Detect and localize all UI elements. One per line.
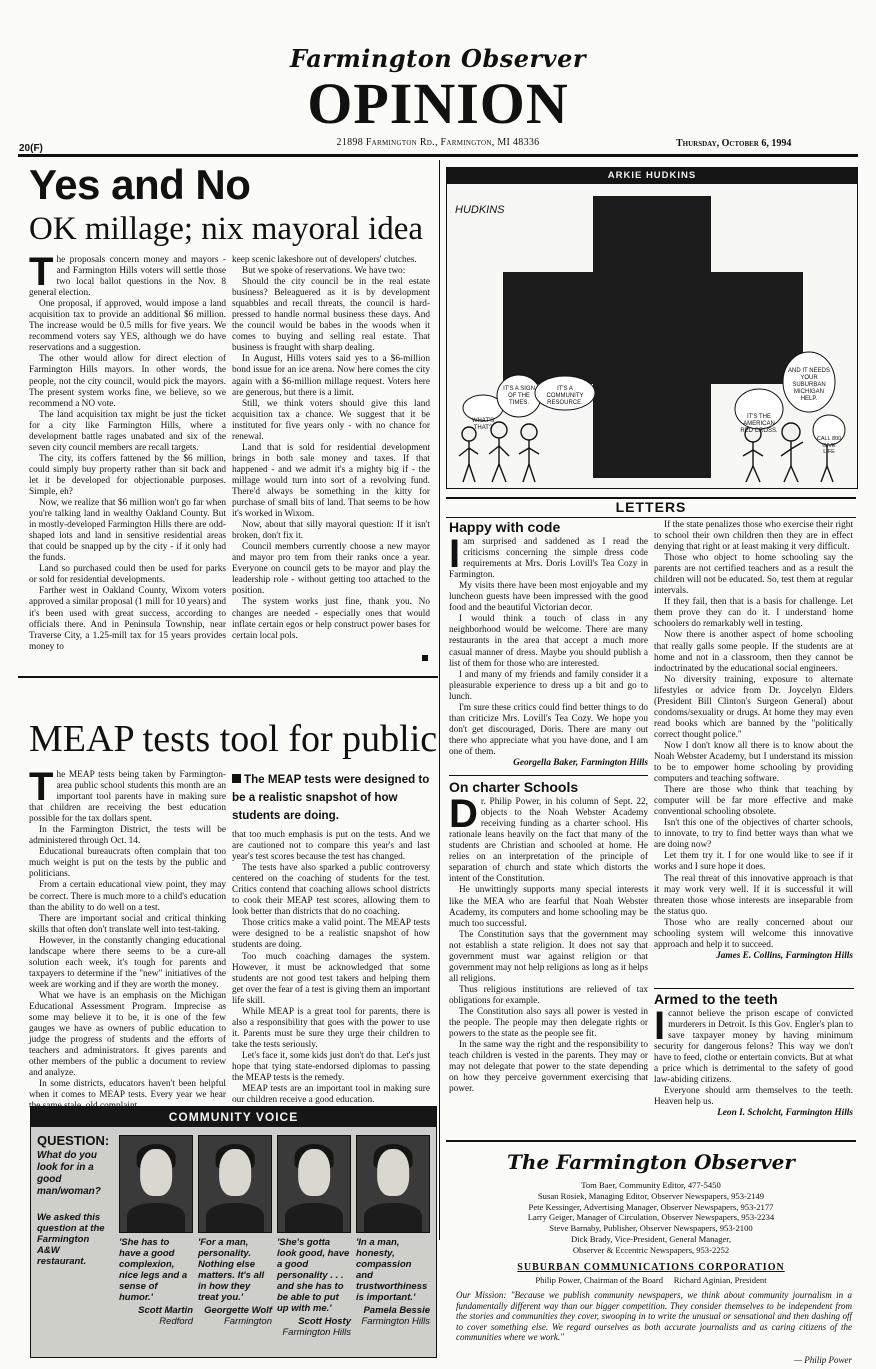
paragraph: Those who are really concerned about our schooling system will welcome this innovative approach and help it to succeed. — [654, 917, 853, 950]
paragraph: Let's face it, some kids just don't do that. Let's just hope that tying state-endorsed diplomas to passing the MEAP tests is the remedy. — [232, 1050, 430, 1084]
drop-cap: T — [29, 765, 54, 809]
paragraph: keep scenic lakeshore out of developers' clutches. — [232, 255, 417, 265]
editorial2-headline: MEAP tests tool for public — [29, 718, 438, 760]
paragraph: From a certain educational view point, they may be correct. There is much more to a child's education than the ability to do well on a test. — [29, 880, 226, 913]
editorial-headline: OK millage; nix mayoral idea — [29, 211, 424, 247]
mission-signature: — Philip Power — [794, 1355, 852, 1365]
letters-banner: LETTERS — [615, 499, 687, 515]
letters-column-2 — [654, 520, 853, 985]
portrait-2 — [198, 1135, 272, 1233]
paragraph: If the state penalizes those who exercise their right to school their own children then they are in effect denying that right or at least making it very difficult. — [654, 520, 853, 553]
portrait-1 — [119, 1135, 193, 1233]
paragraph: am surprised and saddened as I read the criticisms concerning the simple dress code requirements at Mrs. Doris Lovill's Tea Cozy in Farmington. — [449, 537, 648, 581]
portrait-4 — [356, 1135, 430, 1233]
paragraph: However, in the constantly changing educational landscape where there seems to be a cure-all solution each week, it's tough for parents and taxpayers to determine if the "new" initiatives of the week are working and if they are worth the money. — [29, 935, 226, 990]
answer-quote: 'She has to have a good complexion, nice legs and a sense of humor.' — [119, 1237, 188, 1303]
paragraph: Educational bureaucrats often complain that too much weight is put on the tests by the public and politicians. — [29, 847, 226, 880]
bubble-text: IT'S A SIGN OF THE TIMES. — [503, 386, 535, 406]
paragraph: Still, we think voters should give this land acquisition tax a chance. We suggest that it be instituted for five years only - with no chance for renewal. — [232, 398, 430, 442]
bubble-text: CALL 800 GIVE LIFE — [816, 436, 842, 455]
mission-statement: Our Mission: "Because we publish community newspapers, we think about community journalism in a fundamentally different way than our bigger competition. They consider themselves to be independent from the stories and communities they cover, swooping in to write the unusual or sensational and then dashing off to cover something else. We regard ourselves as both accurate journalists and as caring citizens of the communities where we work." — [456, 1290, 852, 1343]
answer-town: Farmington Hills — [361, 1316, 430, 1327]
paragraph: The system works just fine, thank you. No changes are needed - especially ones that would inflate certain egos or help construct power bases for certain local pols. — [232, 597, 430, 641]
editorial2-column-2 — [232, 830, 430, 1106]
paragraph: The Constitution says that the government may not establish a state religion. It does not say that government must war against religion or that government may not help religions as long as it helps all religions. — [449, 929, 648, 984]
answer-2 — [198, 1237, 272, 1327]
letters-column-2b — [654, 992, 853, 1132]
staff-box-rule — [446, 1140, 856, 1142]
paragraph: While MEAP is a great tool for parents, there is also a responsibility that goes with the power to use it. Parents must be sure they urge their children to take the tests seriously. — [232, 1006, 430, 1050]
bubble-text: WHAT'S THAT? — [471, 418, 495, 431]
portrait-3 — [277, 1135, 351, 1233]
answer-name: Scott Hosty — [298, 1316, 351, 1327]
answer-1 — [119, 1237, 193, 1327]
paragraph: I'm sure these critics could find better things to do than criticize Mrs. Lovill's Tea Cozy. We hope you don't get discouraged, Doris. There are many out there who appreciate what you have done, and I am one of them. — [449, 702, 648, 757]
staff-line: Susan Rosiek, Managing Editor, Observer Newspapers, 953-2149 — [537, 1190, 765, 1201]
paragraph: There are those who think that teaching by computer will be far more effective and make conventional schooling obsolete. — [654, 785, 853, 818]
letter-title: Happy with code — [449, 519, 561, 535]
paragraph: The Constitution also says all power is vested in the people. The people may then delegate rights or powers to the state as the people see fit. — [449, 1006, 648, 1040]
answer-quote: 'In a man, honesty, compassion and trustworthiness is important.' — [356, 1237, 428, 1303]
letter-divider — [449, 775, 648, 776]
figure-right-2 — [781, 423, 803, 482]
paragraph: Now, about that silly mayoral question: If it isn't broken, don't fix it. — [232, 520, 430, 542]
masthead-date: Thursday, October 6, 1994 — [676, 138, 792, 149]
masthead-address: 21898 Farmington Rd., Farmington, MI 48336 — [336, 137, 540, 148]
paragraph: But we spoke of reservations. We have two: — [242, 266, 406, 277]
bubble-text: IT'S A COMMUNITY RESOURCE. — [546, 386, 584, 406]
paragraph: One proposal, if approved, would impose a land acquisition tax to provide an additional $6 million. The increase would be 0.5 mills for five years. We recommend voters say YES, although we do have reservations and a suggestion. — [29, 299, 226, 354]
masthead-rule — [18, 154, 858, 157]
paper-name: Farmington Observer — [289, 44, 587, 73]
paragraph: In some districts, educators haven't been helpful when it comes to MEAP tests. Every year we hear — [29, 1079, 226, 1101]
answer-town: Farmington — [223, 1316, 272, 1327]
drop-cap: I — [654, 1004, 666, 1049]
bubble-text: IT'S THE AMERICAN RED CROSS. — [740, 414, 778, 434]
answer-name: Pamela Bessie — [363, 1305, 430, 1316]
answer-3 — [277, 1237, 351, 1338]
question-label: QUESTION: — [37, 1133, 110, 1148]
paragraph: In the Farmington District, the tests will be administered through Oct. 14. — [29, 825, 226, 847]
corp-officers: Philip Power, Chairman of the Board Richard Aginian, President — [535, 1275, 767, 1285]
figure-left-1 — [459, 427, 478, 482]
letter-title: Armed to the teeth — [654, 991, 778, 1007]
drop-cap: D — [449, 792, 478, 837]
answer-name: Scott Martin — [138, 1305, 193, 1316]
pullquote — [232, 770, 432, 824]
cartoon-artist-banner: ARKIE HUDKINS — [447, 168, 857, 184]
page-number: 20(F) — [19, 143, 43, 154]
staff-line: Observer & Eccentric Newspapers, 953-2252 — [572, 1244, 730, 1255]
cartoon-box — [446, 167, 858, 489]
paragraph: The land acquisition tax might be just the ticket for a city like Farmington Hills, where a development battle rages unabated and six of the seven city council members are recall targets. — [29, 409, 226, 453]
end-mark — [422, 655, 428, 661]
pullquote-text: The MEAP tests were designed to be a realistic snapshot of how students are doing. — [232, 773, 430, 822]
letters-column-1 — [449, 520, 648, 1242]
figure-left-3 — [519, 424, 539, 482]
paragraph: Now I don't know all there is to know about the Noah Webster Academy, but I understand its mission to be to empower home schooling by providing computers and teaching software. — [654, 740, 853, 785]
paragraph: Now there is another aspect of home schooling that really galls some people. If the students are at home and not in a classroom, then they cannot be indoctrinated by the educational social engineers. — [654, 630, 853, 674]
paragraph: There are important social and critical thinking skills that often don't translate well into test-taking. — [29, 913, 226, 935]
letter-signature: Leon I. Scholcht, Farmington Hills — [717, 1108, 853, 1119]
staff-box-paper-name: The Farmington Observer — [507, 1150, 795, 1174]
paragraph: I would think a touch of class in any neighborhood would be welcome. There are many restaurants in the area that accept a much more casual manner of dress. Maybe you should publish a list of them for those who are interested. — [449, 614, 648, 669]
paragraph: No diversity training, exposure to alternate lifestyles or advice from Dr. Joycelyn Elders (President Bill Clinton's Surgeon General) about condoms/sexuality or drugs. At home they may even read books which are banned by the "politically correct thought police." — [654, 674, 853, 740]
paragraph: Now, we realize that $6 million won't go far when you're talking land in wealthy Oakland County. But in mostly-developed Farmington Hills there are odd-shaped lots and land in sensitive residential areas that could be snapped up by the city - if it only had the funds. — [29, 498, 226, 564]
editorial1-column-2 — [232, 255, 430, 664]
paragraph: In August, Hills voters said yes to a $6-million bond issue for an ice arena. Now here comes the city again with a $6-million millage request. Voters here are generous, but there is a limit. — [232, 354, 430, 398]
paragraph: The tests have also sparked a public controversy centered on the coaching of students for the test. Critics contend that coaching allows school districts to cook their MEAP test scores, allowing them to look better than districts that do no coaching. — [232, 863, 430, 918]
paragraph: Those who object to home schooling say the parents are not certified teachers and as a result the children will not be educated. So, test them at regular intervals. — [654, 553, 853, 597]
answer-name: Georgette Wolf — [204, 1305, 272, 1316]
paragraph: I and many of my friends and family consider it a pleasurable experience to dress up a bit and go to lunch. — [449, 669, 648, 702]
staff-line: Larry Geiger, Manager of Circulation, Observer Newspapers, 953-2234 — [527, 1212, 775, 1223]
question-panel — [37, 1133, 109, 1349]
paragraph: The other would allow for direct election of Farmington Hills mayors. In other words, the people, not the city council, would pick the mayors. The present system works fine, we believe, so we recommend a NO vote. — [29, 354, 226, 409]
letter-signature: James E. Collins, Farmington Hills — [716, 950, 853, 961]
letter-divider — [654, 988, 854, 989]
question-text: What do you look for in a good man/woman? — [37, 1150, 101, 1197]
paragraph: Should the city council be in the real estate business? Beleaguered as it is by development squabbles and recall threats, the council is hard-pressed to handle normal business these days. And the council would be babes in the woods when it comes to buying and selling real estate. That business is fraught with sharp dealing. — [232, 277, 430, 354]
paragraph: He unwittingly supports many special interests like the MEA who are fearful that Noah Webster Academy, its computers and home schooling may be much too successful. — [449, 885, 648, 929]
cross-horizontal — [503, 272, 803, 384]
section-divider — [18, 676, 438, 678]
editorial1-column-1 — [29, 250, 226, 664]
editorial-kicker: Yes and No — [29, 161, 251, 208]
answer-town: Redford — [159, 1316, 193, 1327]
staff-list — [446, 1180, 856, 1256]
community-voice-box — [30, 1106, 437, 1358]
community-voice-banner: COMMUNITY VOICE — [31, 1107, 436, 1127]
paragraph: he MEAP tests being taken by Farmington-area public school students this month are an important tool parents have in making sure that children are receiving the best education possible for the tax dollars spent. — [29, 770, 226, 825]
paragraph: Land so purchased could then be used for parks or sold for residential developments. — [29, 564, 226, 586]
column-divider — [439, 160, 440, 1240]
staff-line: Tom Baer, Community Editor, 477-5450 — [581, 1180, 721, 1190]
paragraph: Those critics make a valid point. The MEAP tests were designed to be a realistic snapshot of how students are doing. — [232, 918, 430, 951]
answer-town: Farmington Hills — [282, 1327, 351, 1338]
editorial2-column-1 — [29, 765, 226, 1101]
bubble-text: AND IT NEEDS YOUR SUBURBAN MICHIGAN HELP. — [788, 368, 830, 402]
paragraph: Isn't this one of the objectives of charter schools, to innovate, to try to find better ways than what we are doing now? — [654, 818, 853, 851]
paragraph: that too much emphasis is put on the tests. And we are cautioned not to compare this year's and last year's test scores because the test has changed. — [232, 830, 430, 863]
answer-4 — [356, 1237, 430, 1327]
paragraph: My visits there have been most enjoyable and my luncheon guests have been impressed with the good food and the beautiful Victorian decor. — [449, 581, 648, 614]
answer-quote: 'She's gotta look good, have a good personality . . . and she has to be able to put up with me.' — [277, 1237, 350, 1314]
pullquote-square-icon — [232, 774, 241, 783]
paragraph: MEAP tests are an important tool in making sure our children receive a good education. — [232, 1084, 430, 1106]
paragraph: Land that is sold for residential development brings in both sale money and taxes. If that happened - and we admit it's a mighty big if - the millage would turn into sort of a revolving fund. There'd always be something in the kitty for purchase of small bits of land. That seems to be how it's worked in Wixom. — [232, 442, 430, 520]
paragraph: In the same way the right and the responsibility to teach children is vested in the parents. They may or may not delegate that power to the state depending on how they perceive government exercising that power. — [449, 1040, 648, 1095]
location-note: We asked this question at the Farmington A&W restaurant. — [37, 1212, 105, 1267]
staff-line: Steve Barnaby, Publisher, Observer Newspapers, 953-2100 — [549, 1223, 753, 1234]
paragraph: Let them try it. I for one would like to see if it works and I sure hope it does. — [654, 851, 853, 873]
letters-rule — [446, 517, 856, 518]
letter-signature: Georgella Baker, Farmington Hills — [513, 757, 648, 768]
paragraph: The real threat of this innovative approach is that it may work very well. If it is successful it will threaten those whose interests are inseparable from the status quo. — [654, 873, 853, 917]
drop-cap: I — [449, 532, 461, 577]
staff-line: Pete Kessinger, Advertising Manager, Observer Newspapers, 953-2177 — [528, 1201, 774, 1212]
paragraph: Farther west in Oakland County, Wixom voters approved a similar proposal (1 mill for 10 years) and it's been used with great success, according to officials there. And in Peninsula Township, near Traverse City, a 1.25-mill tax for 15 years provides money to — [29, 586, 226, 652]
paragraph: What we have is an emphasis on the Michigan Educational Assessment Program. Imprecise as some may believe it to be, it is one of the few gauges we have as owners of public education to judge the progress of students and the efforts of teachers and administrators. It gives parents and other members of the public a document to review and analyze. — [29, 990, 226, 1079]
paragraph: Thus religious institutions are relieved of tax obligations for example. — [449, 984, 648, 1006]
paragraph: r. Philip Power, in his column of Sept. 22, objects to the Noah Webster Academy receiving funding as a charter school. His rationale leans heavily on the fact that many of the students are Christian and schooled at home. He relies on an interpretation of the principle of separation of church and state which distorts the intent of the Constitution. — [449, 797, 648, 885]
paragraph: cannot believe the prison escape of convicted murderers in Detroit. Is this Gov. Engler's plan to save taxpayer money by having minimum security for dangerous felons? This way we don't have to feed, clothe or entertain convicts. But at what a price which is detrimental to the safety of good law-abiding citizens. — [654, 1009, 853, 1086]
paragraph: Too much coaching damages the system. However, it must be acknowledged that some students are not good test takers and helping them get over the fear of a test is giving them an important life skill. — [232, 951, 430, 1006]
cartoon-drawing — [447, 184, 857, 488]
paragraph: he proposals concern money and mayors - and Farmington Hills voters will settle those two local ballot questions in the Nov. 8 general election. — [29, 255, 226, 299]
cartoon-signature: HUDKINS — [455, 204, 505, 216]
paragraph: Council members currently choose a new mayor and mayor pro tem from their ranks once a year. Everyone on council gets to be mayor and play the leadership role - without getting too attached to the position. — [232, 542, 430, 597]
paragraph: The city, its coffers fattened by the $6 million, could simply buy property rather than sit back and let it be developed for objectionable purposes. Simple, eh? — [29, 453, 226, 497]
paragraph: Everyone should arm themselves to the teeth. Heaven help us. — [654, 1086, 853, 1108]
answer-quote: 'For a man, personality. Nothing else matters. It's all in how they treat you.' — [198, 1237, 265, 1303]
drop-cap: T — [29, 250, 54, 294]
staff-line: Dick Brady, Vice-President, General Manager, — [571, 1233, 731, 1244]
corp-name: SUBURBAN COMMUNICATIONS CORPORATION — [517, 1262, 785, 1273]
letter-title: On charter Schools — [449, 779, 579, 796]
section-title: OPINION — [307, 71, 569, 136]
paragraph: If they fail, then that is a basis for challenge. Let them prove they can do it. I understand home schoolers do remarkably well in testing. — [654, 597, 853, 630]
